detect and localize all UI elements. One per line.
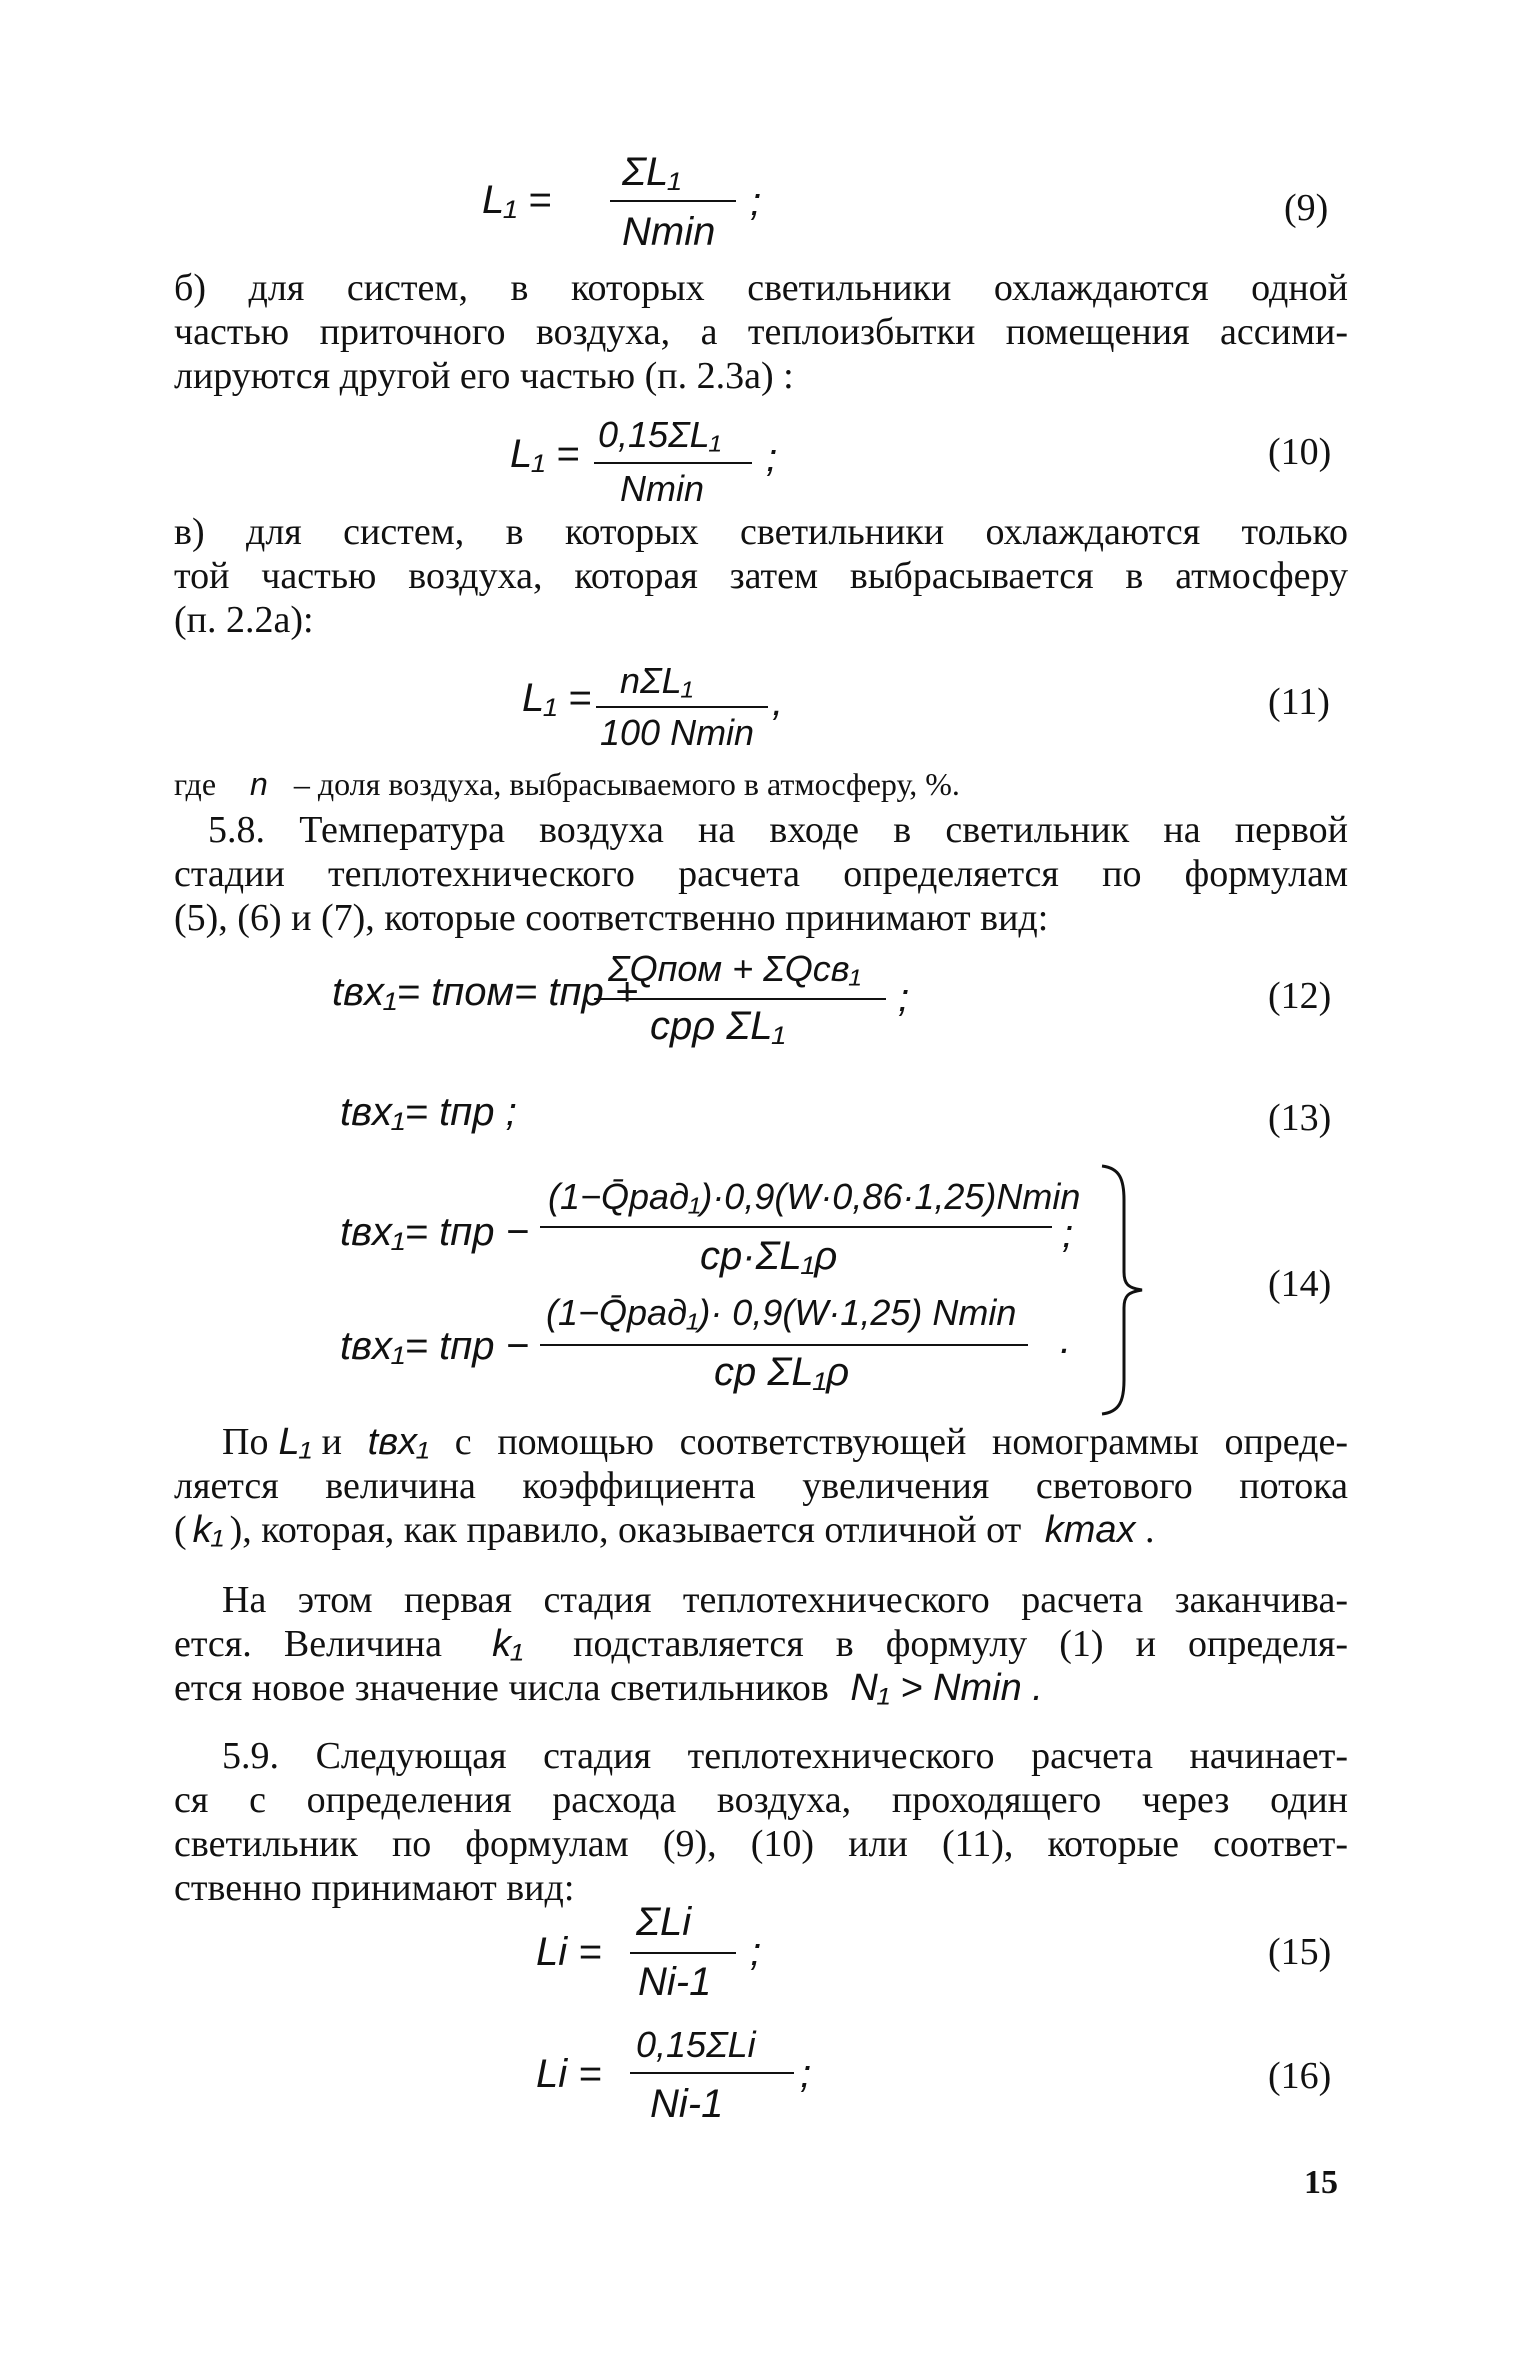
text-line: ственно принимают вид: xyxy=(174,1867,575,1909)
paragraph-5-8 xyxy=(174,808,1348,940)
formula-numerator: 0,15ΣL₁ xyxy=(598,414,722,455)
text-line: частью приточного воздуха, а теплоизбытки помещения ассими- xyxy=(174,311,1348,353)
right-brace xyxy=(1096,1160,1156,1420)
paragraph-po xyxy=(174,1420,1348,1552)
text-line: той частью воздуха, которая затем выбрасывается в атмосферу xyxy=(174,555,1348,597)
formula-lhs: Li = xyxy=(536,1930,602,1974)
text-line: стадии теплотехнического расчета определяется по формулам xyxy=(174,853,1348,895)
variable-N1: N₁ > Nmin . xyxy=(850,1667,1043,1709)
fraction-bar xyxy=(540,1226,1052,1228)
fraction-bar xyxy=(594,998,886,1000)
equation-number: (13) xyxy=(1268,1097,1332,1139)
formula-punct: ; xyxy=(766,436,778,480)
formula-denominator: Nmin xyxy=(622,210,716,254)
equation-number: (14) xyxy=(1268,1263,1332,1305)
formula-numerator: (1−Q̄рад₁)· 0,9(W·1,25) Nmin xyxy=(546,1292,1017,1333)
formula-punct: , xyxy=(772,680,784,724)
paragraph-5-9 xyxy=(174,1734,1348,1910)
text-line: ся с определения расхода воздуха, проходящего через один xyxy=(174,1779,1348,1821)
where-prefix: где xyxy=(174,766,217,802)
text-line: 5.8. Температура воздуха на входе в светильник на первой xyxy=(208,809,1348,851)
equation-number: (9) xyxy=(1284,187,1329,229)
text-line: лируются другой его частью (п. 2.3а) : xyxy=(174,355,794,397)
formula-numerator: 0,15ΣLi xyxy=(636,2024,756,2065)
text-line xyxy=(174,1420,1348,1464)
text-line: (п. 2.2а): xyxy=(174,599,314,641)
where-variable: n xyxy=(250,766,268,802)
formula-lhs: tвх₁= tпом= tпр + xyxy=(332,970,639,1014)
formula-numerator: ΣQпом + ΣQсв₁ xyxy=(608,948,861,989)
text-line: На этом первая стадия теплотехнического расчета заканчива- xyxy=(222,1579,1348,1621)
formula-denominator: 100 Nmin xyxy=(600,712,755,753)
formula-lhs: tвх₁= tпр − xyxy=(340,1210,529,1254)
formula-numerator: ΣLi xyxy=(636,1900,692,1944)
variable-t-in: tвх₁ xyxy=(367,1421,430,1463)
text-line: светильник по формулам (9), (10) или (11), которые соответ- xyxy=(174,1823,1348,1865)
formula-punct: ; xyxy=(750,1930,762,1974)
text-line: б) для систем, в которых светильники охлаждаются одной xyxy=(174,267,1348,309)
formula-punct: ; xyxy=(898,976,910,1020)
formula-lhs: Li = xyxy=(536,2052,602,2096)
paragraph-v xyxy=(174,510,1348,642)
formula-denominator: Ni-1 xyxy=(650,2082,724,2126)
equation-number: (10) xyxy=(1268,431,1332,473)
fraction-bar xyxy=(596,706,768,708)
paragraph-b xyxy=(174,266,1348,398)
equation-number: (16) xyxy=(1268,2055,1332,2097)
formula-denominator: cpρ ΣL₁ xyxy=(650,1004,786,1048)
text-line: в) для систем, в которых светильники охлаждаются только xyxy=(174,511,1348,553)
formula-punct: ; xyxy=(800,2052,812,2096)
text-segment: . xyxy=(1144,1509,1155,1551)
formula-numerator: nΣL₁ xyxy=(620,660,693,701)
equation-number: (12) xyxy=(1268,975,1332,1017)
fraction-bar xyxy=(594,462,752,464)
formula-lhs: L₁ = xyxy=(482,178,552,222)
formula-denominator: cp·ΣL₁ρ xyxy=(700,1234,838,1278)
equation-number: (15) xyxy=(1268,1931,1332,1973)
paragraph-na xyxy=(174,1578,1348,1710)
text-segment: и xyxy=(321,1421,342,1463)
text-segment: подставляется в формулу (1) и определя- xyxy=(573,1623,1349,1665)
fraction-bar xyxy=(610,200,736,202)
text-line: 5.9. Следующая стадия теплотехнического расчета начинает- xyxy=(222,1735,1348,1777)
formula-numerator: (1−Q̄рад₁)·0,9(W·0,86·1,25)Nmin xyxy=(548,1176,1081,1217)
formula-denominator: Ni-1 xyxy=(638,1960,712,2004)
formula-denominator: Nmin xyxy=(620,468,705,509)
page-number: 15 xyxy=(1304,2164,1338,2201)
text-segment: с помощью соответствующей номограммы опреде- xyxy=(454,1421,1348,1463)
text-segment: ), которая, как правило, оказывается отличной от xyxy=(229,1509,1022,1551)
formula-punct: ; xyxy=(750,180,762,224)
variable-k1: k₁ xyxy=(192,1509,224,1551)
text-line xyxy=(174,1666,1348,1710)
fraction-bar xyxy=(630,1952,736,1954)
variable-kmax: kmax xyxy=(1044,1509,1136,1551)
text-segment: По xyxy=(222,1421,269,1463)
formula-lhs: tвх₁= tпр − xyxy=(340,1324,529,1368)
formula-punct: . xyxy=(1060,1318,1072,1362)
fraction-bar xyxy=(540,1344,1028,1346)
variable-L1: L₁ xyxy=(278,1421,312,1463)
formula-numerator: ΣL₁ xyxy=(622,150,681,194)
formula-lhs: L₁ = xyxy=(522,676,592,720)
where-text: – доля воздуха, выбрасываемого в атмосферу, %. xyxy=(293,766,960,802)
text-segment: ется новое значение числа светильников xyxy=(174,1667,829,1709)
formula-denominator: cp ΣL₁ρ xyxy=(714,1350,850,1394)
text-line xyxy=(174,1622,1348,1666)
formula-lhs: L₁ = xyxy=(510,432,580,476)
text-segment: ( xyxy=(174,1509,187,1551)
text-line: (5), (6) и (7), которые соответственно принимают вид: xyxy=(174,897,1049,939)
equation-number: (11) xyxy=(1268,681,1330,723)
formula-expression: tвх₁= tпр ; xyxy=(340,1090,517,1134)
where-note xyxy=(174,766,960,803)
variable-k1: k₁ xyxy=(492,1623,524,1665)
text-line xyxy=(174,1508,1348,1552)
formula-punct: ; xyxy=(1062,1212,1074,1256)
fraction-bar xyxy=(630,2072,794,2074)
text-segment: ется. Величина xyxy=(174,1623,443,1665)
text-line: ляется величина коэффициента увеличения светового потока xyxy=(174,1465,1348,1507)
